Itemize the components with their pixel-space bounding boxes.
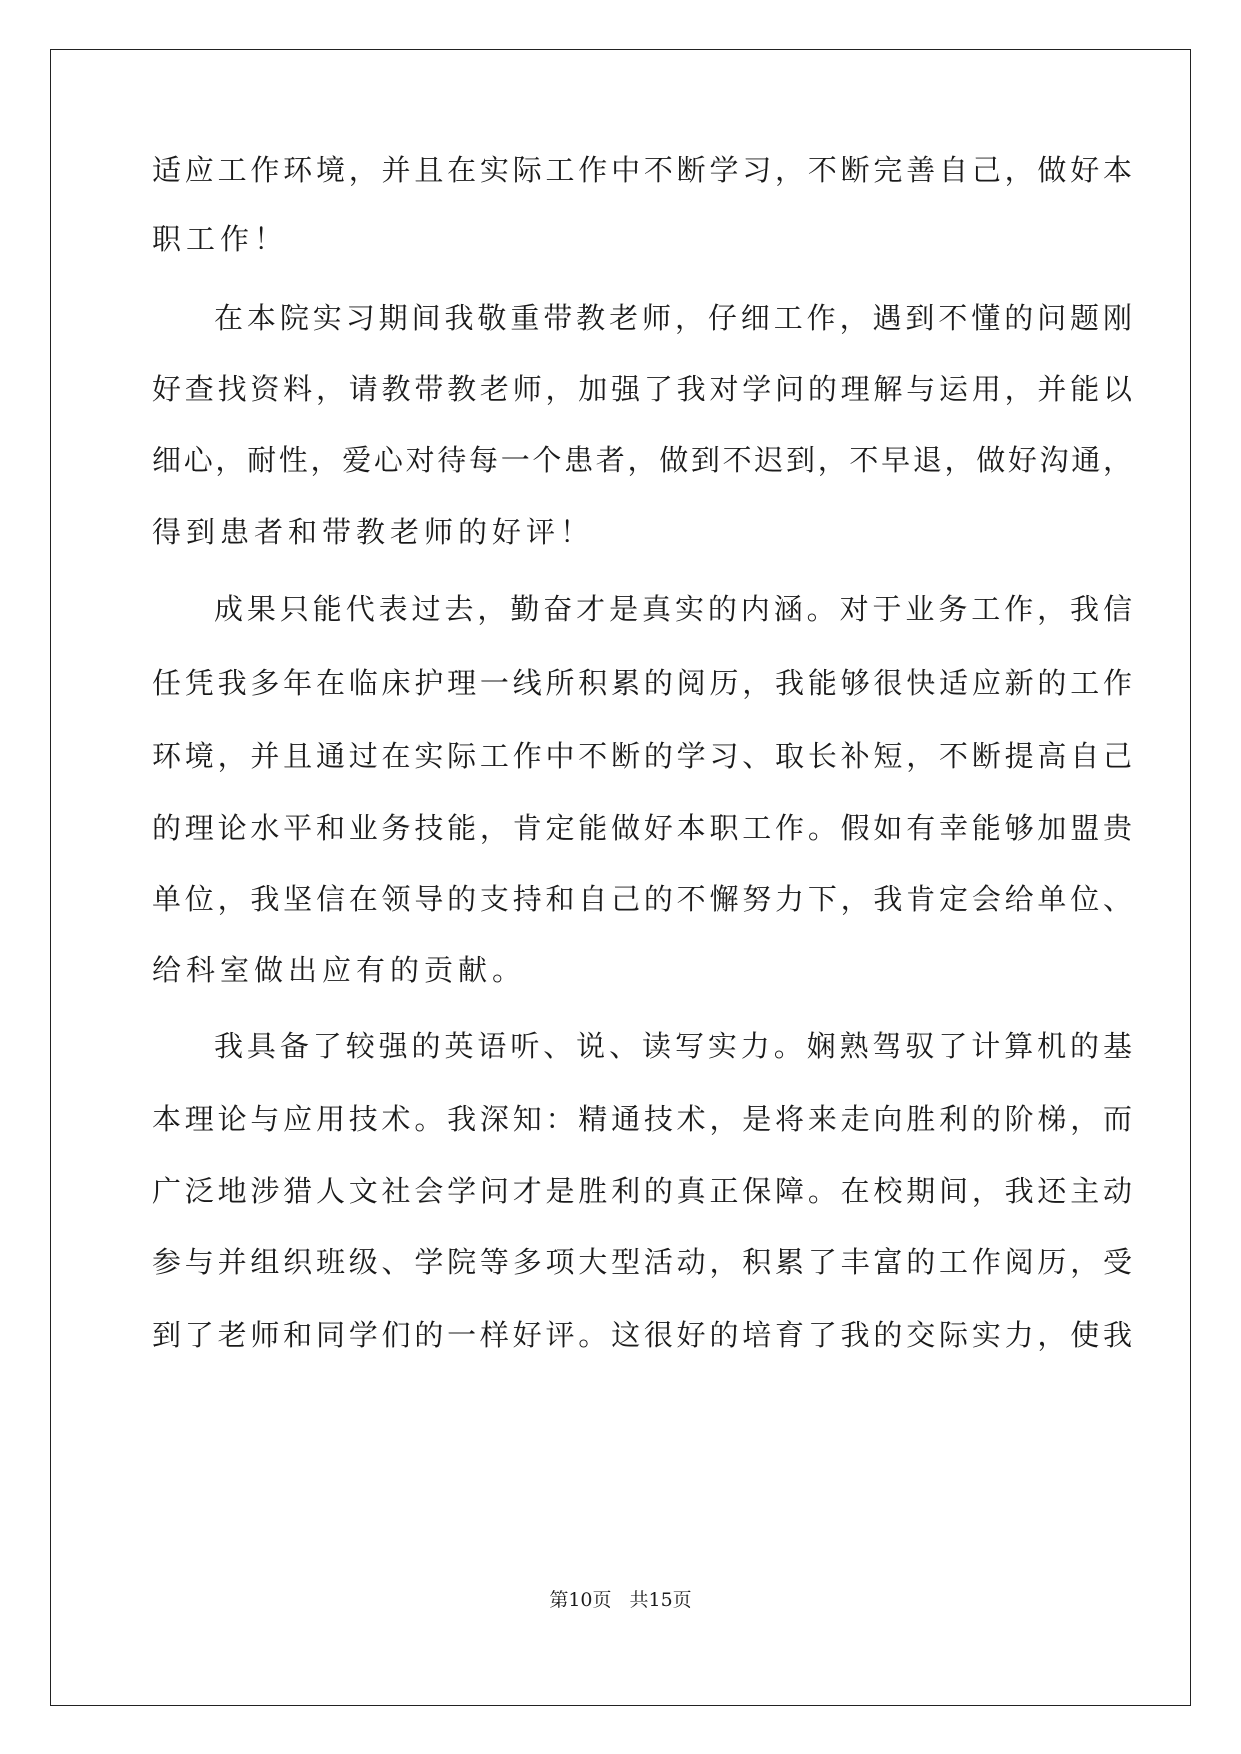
text-line: 得到患者和带教老师的好评！ [152,515,595,549]
text-line: 在本院实习期间我敬重带教老师，仔细工作，遇到不懂的问题刚 [214,301,1132,335]
page-number: 第10页 [549,1589,612,1611]
page-total: 共15页 [629,1589,692,1611]
text-line: 给科室做出应有的贡献。 [152,953,527,987]
text-line: 适应工作环境，并且在实际工作中不断学习，不断完善自己，做好本 [152,153,1132,187]
text-line: 好查找资料，请教带教老师，加强了我对学问的理解与运用，并能以 [152,372,1132,406]
page-footer [0,1586,1241,1614]
text-line: 环境，并且通过在实际工作中不断的学习、取长补短，不断提高自己 [152,739,1132,773]
text-line: 本理论与应用技术。我深知：精通技术，是将来走向胜利的阶梯，而 [152,1102,1132,1136]
text-line: 到了老师和同学们的一样好评。这很好的培育了我的交际实力，使我 [152,1318,1132,1352]
text-line: 细心，耐性，爱心对待每一个患者，做到不迟到，不早退，做好沟通， [152,443,1132,477]
text-line: 广泛地涉猎人文社会学问才是胜利的真正保障。在校期间，我还主动 [152,1174,1132,1208]
text-line: 职工作！ [152,222,289,256]
text-line: 成果只能代表过去，勤奋才是真实的内涵。对于业务工作，我信 [214,592,1132,626]
text-line: 单位，我坚信在领导的支持和自己的不懈努力下，我肯定会给单位、 [152,882,1132,916]
text-line: 我具备了较强的英语听、说、读写实力。娴熟驾驭了计算机的基 [214,1029,1132,1063]
text-line: 的理论水平和业务技能，肯定能做好本职工作。假如有幸能够加盟贵 [152,811,1132,845]
text-line: 任凭我多年在临床护理一线所积累的阅历，我能够很快适应新的工作 [152,666,1132,700]
text-line: 参与并组织班级、学院等多项大型活动，积累了丰富的工作阅历，受 [152,1245,1132,1279]
